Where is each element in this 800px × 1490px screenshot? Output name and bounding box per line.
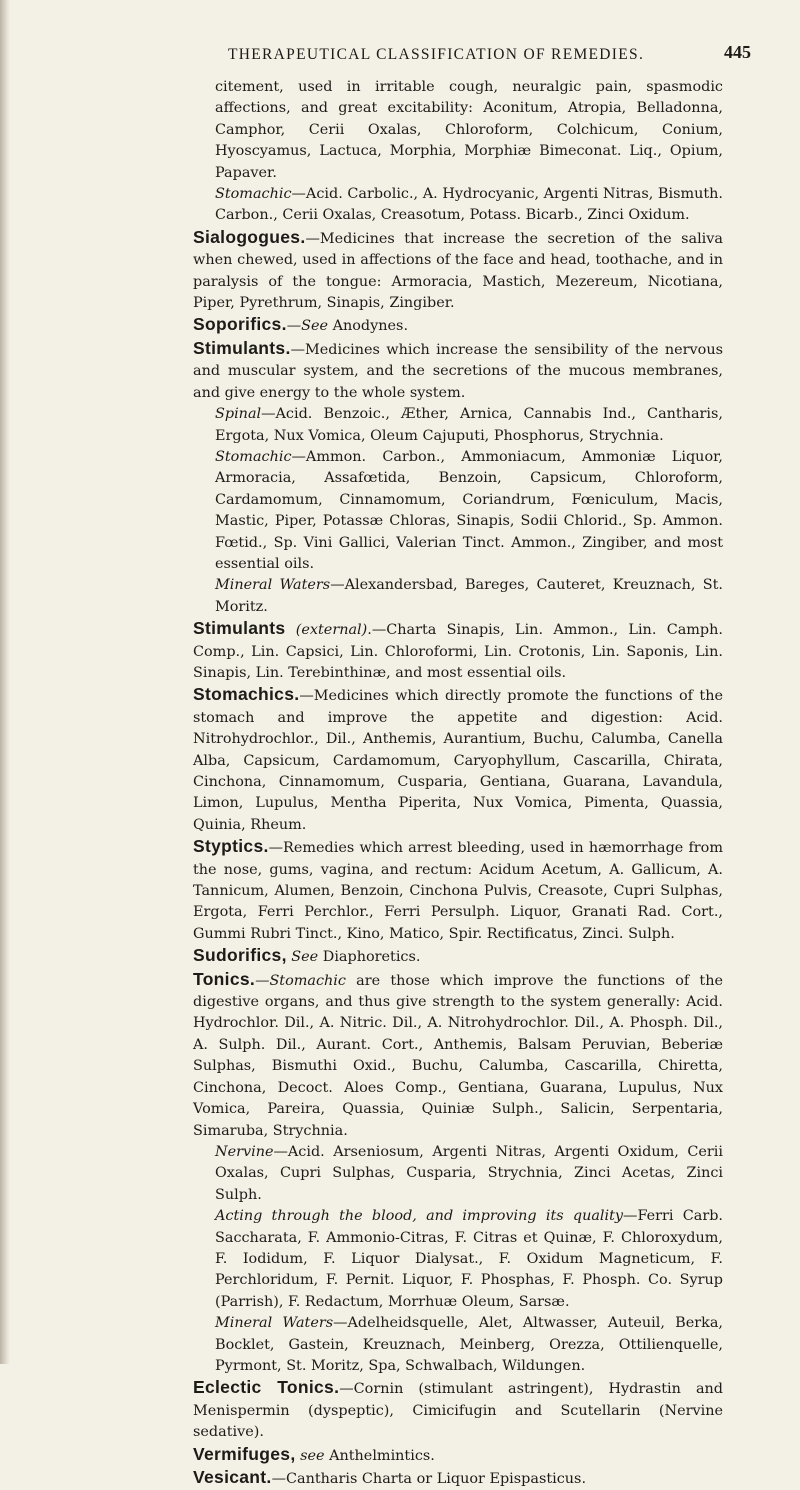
mineral-waters-text: —Alexandersbad, Bareges, Cauteret, Kreuznach, St. Moritz.	[215, 577, 723, 615]
tonics-mineral-waters	[193, 1313, 723, 1377]
continuation-stomachic	[193, 184, 723, 227]
entry-text: —Cornin (stimulant astringent), Hydrastin and Menispermin (dyspeptic), Cimicifugin and Scutellarin (Nervine sedative).	[193, 1381, 724, 1441]
entry-text: —Cantharis Charta or Liquor Epispasticus.	[271, 1471, 587, 1487]
stomachic-text: —Acid. Carbolic., A. Hydrocyanic, Argenti Nitras, Bismuth. Carbon., Cerii Oxalas, Creasotum, Potass. Bicarb., Zinci Oxidum.	[215, 186, 723, 224]
entry-heading: Tonics.	[193, 968, 256, 989]
subheading-stomachic: —Stomachic	[255, 972, 346, 989]
entry-heading: Styptics.	[193, 836, 269, 857]
entry-vesicant	[193, 1467, 723, 1490]
entry-text: Diaphoretics.	[318, 949, 421, 966]
entry-sialogogues	[193, 227, 723, 315]
page-number: 445	[724, 42, 751, 62]
subheading-mineral-waters: Mineral Waters	[215, 1315, 334, 1332]
entry-sudorifics	[193, 945, 723, 968]
tonics-nervine	[193, 1142, 723, 1206]
subheading-mineral-waters: Mineral Waters	[215, 577, 331, 594]
continuation-paragraph	[193, 77, 723, 184]
entry-heading: Stimulants.	[193, 337, 291, 358]
entry-text: —Medicines which directly promote the functions of the stomach and improve the appetite and digestion: Acid. Nitrohydrochlor., Dil., Anthemis, Aurantium, Buchu, Calumba, Canella Alba, Capsicum, Cardamomum, Caryophyllum, Cascarilla, Chirata, Cinchona, Cinnamomum, Cusparia, Gentiana, Guarana, Lavandula, Limon, Lupulus, Mentha Piperita, Nux Vomica, Pimenta, Quassia, Quinia, Rheum.	[193, 688, 723, 833]
entry-heading: Stimulants	[193, 618, 286, 639]
stomachic-text: —Ammon. Carbon., Ammoniacum, Ammoniæ Liquor, Armoracia, Assafœtida, Benzoin, Capsicum, Chloroform, Cardamomum, Cinnamomum, Coriandrum, Fœniculum, Macis, Mastic, Piper, Potassæ Chloras, Sinapis, Sodii Chlorid., Sp. Ammon. Fœtid., Sp. Vini Gallici, Valerian Tinct. Ammon., Zingiber, and most essential oils.	[215, 448, 723, 572]
tonics-acting-through-blood	[193, 1206, 723, 1313]
entry-heading: Vermifuges,	[193, 1443, 296, 1464]
entry-stimulants-external	[193, 618, 723, 684]
stimulants-mineral-waters	[193, 575, 723, 618]
entry-text: —Remedies which arrest bleeding, used in hæmorrhage from the nose, gums, vagina, and rectum: Acidum Acetum, A. Gallicum, A. Tannicum, Alumen, Benzoin, Cinchona Pulvis, Creasote, Cupri Sulphas, Ergota, Ferri Perchlor., Ferri Persulph. Liquor, Granati Rad. Cort., Gummi Rubri Tinct., Kino, Matico, Spir. Rectificatus, Zinci. Sulph.	[193, 840, 723, 942]
entry-text: Anodynes.	[328, 318, 409, 335]
entry-vermifuges	[193, 1444, 723, 1467]
continuation-text: citement, used in irritable cough, neuralgic pain, spasmodic affections, and great excitability: Aconitum, Atropia, Belladonna, Camphor, Cerii Oxalas, Chloroform, Colchicum, Conium, Hyoscyamus, Lactuca, Morphia, Morphiæ Bimeconat. Liq., Opium, Papaver.	[215, 79, 723, 181]
page-gutter-shadow	[0, 0, 10, 1364]
entry-stimulants	[193, 338, 723, 404]
entry-heading: Stomachics.	[193, 684, 300, 705]
acting-text: —Ferri Carb. Saccharata, F. Ammonio-Citras, F. Citras et Quinæ, F. Chloroxydum, F. Iodidum, F. Liquor Dialysat., F. Oxidum Magneticum, F. Perchloridum, F. Pernit. Liquor, F. Phosphas, F. Phosph. Co. Syrup (Parrish), F. Redactum, Morrhuæ Oleum, Sarsæ.	[215, 1208, 724, 1310]
subheading-spinal: Spinal	[215, 406, 262, 423]
stimulants-stomachic	[193, 447, 723, 575]
entry-text: Anthelmintics.	[324, 1447, 435, 1464]
subheading-stomachic: Stomachic	[215, 448, 292, 465]
entry-text: .—Charta Sinapis, Lin. Ammon., Lin. Camph. Comp., Lin. Capsici, Lin. Chloroformi, Lin. Crotonis, Lin. Saponis, Lin. Sinapis, Lin. Terebinthinæ, and most essential oils.	[193, 622, 723, 681]
entry-tonics	[193, 969, 723, 1142]
entry-heading: Sialogogues.	[193, 226, 306, 247]
entry-heading: Vesicant.	[193, 1467, 272, 1487]
spinal-text: —Acid. Benzoic., Æther, Arnica, Cannabis Ind., Cantharis, Ergota, Nux Vomica, Oleum Cajuputi, Phosphorus, Strychnia.	[215, 406, 723, 444]
entry-heading: Soporifics.	[193, 314, 287, 335]
entry-stomachics	[193, 684, 723, 836]
entry-soporifics	[193, 314, 723, 337]
entry-text: —Medicines that increase the secretion of the saliva when chewed, used in affections of the face and head, toothache, and in paralysis of the tongue: Armoracia, Mastich, Mezereum, Nicotiana, Piper, Pyrethrum, Sinapis, Zingiber.	[193, 230, 723, 312]
nervine-text: —Acid. Arseniosum, Argenti Nitras, Argenti Oxidum, Cerii Oxalas, Cupri Sulphas, Cusparia, Strychnia, Zinci Acetas, Zinci Sulph.	[215, 1143, 723, 1203]
entry-heading: Sudorifics,	[193, 945, 287, 966]
mineral-waters-text: —Adelheidsquelle, Alet, Altwasser, Auteuil, Berka, Bocklet, Gastein, Kreuznach, Meinberg, Orezza, Ottilienquelle, Pyrmont, St. Moritz, Spa, Schwalbach, Wildungen.	[215, 1315, 723, 1374]
stomachic-label: Stomachic	[215, 186, 292, 203]
stimulants-spinal	[193, 404, 723, 447]
entry-text: are those which improve the functions of the digestive organs, and thus give strength to the system generally: Acid. Hydrochlor. Dil., A. Nitric. Dil., A. Nitrohydrochlor. Dil., A. Phosph. Dil., A. Sulph. Dil., Aurant. Cort., Anthemis, Balsam Peruvian, Beberiæ Sulphas, Bismuthi Oxid., Buchu, Calumba, Cascarilla, Chiretta, Cinchona, Decoct. Aloes Comp., Gentiana, Guarana, Lupulus, Nux Vomica, Pareira, Quassia, Quiniæ Sulph., Salicin, Serpentaria, Simaruba, Strychnia.	[193, 972, 723, 1139]
entry-qualifier: (external)	[285, 622, 368, 639]
entry-styptics	[193, 836, 723, 945]
entry-eclectic-tonics	[193, 1377, 723, 1443]
entry-heading: Eclectic Tonics.	[193, 1377, 340, 1398]
running-head: THERAPEUTICAL CLASSIFICATION OF REMEDIES.	[228, 46, 645, 63]
subheading-acting-through-blood: Acting through the blood, and improving its quality	[215, 1208, 624, 1225]
see-reference: see	[295, 1447, 325, 1464]
entry-text: —Medicines which increase the sensibility of the nervous and muscular system, and the secretions of the mucous membranes, and give energy to the whole system.	[193, 341, 723, 401]
subheading-nervine: Nervine	[215, 1143, 274, 1160]
see-reference: See	[286, 949, 319, 966]
page-body	[193, 77, 723, 1490]
see-reference: —See	[286, 318, 329, 335]
